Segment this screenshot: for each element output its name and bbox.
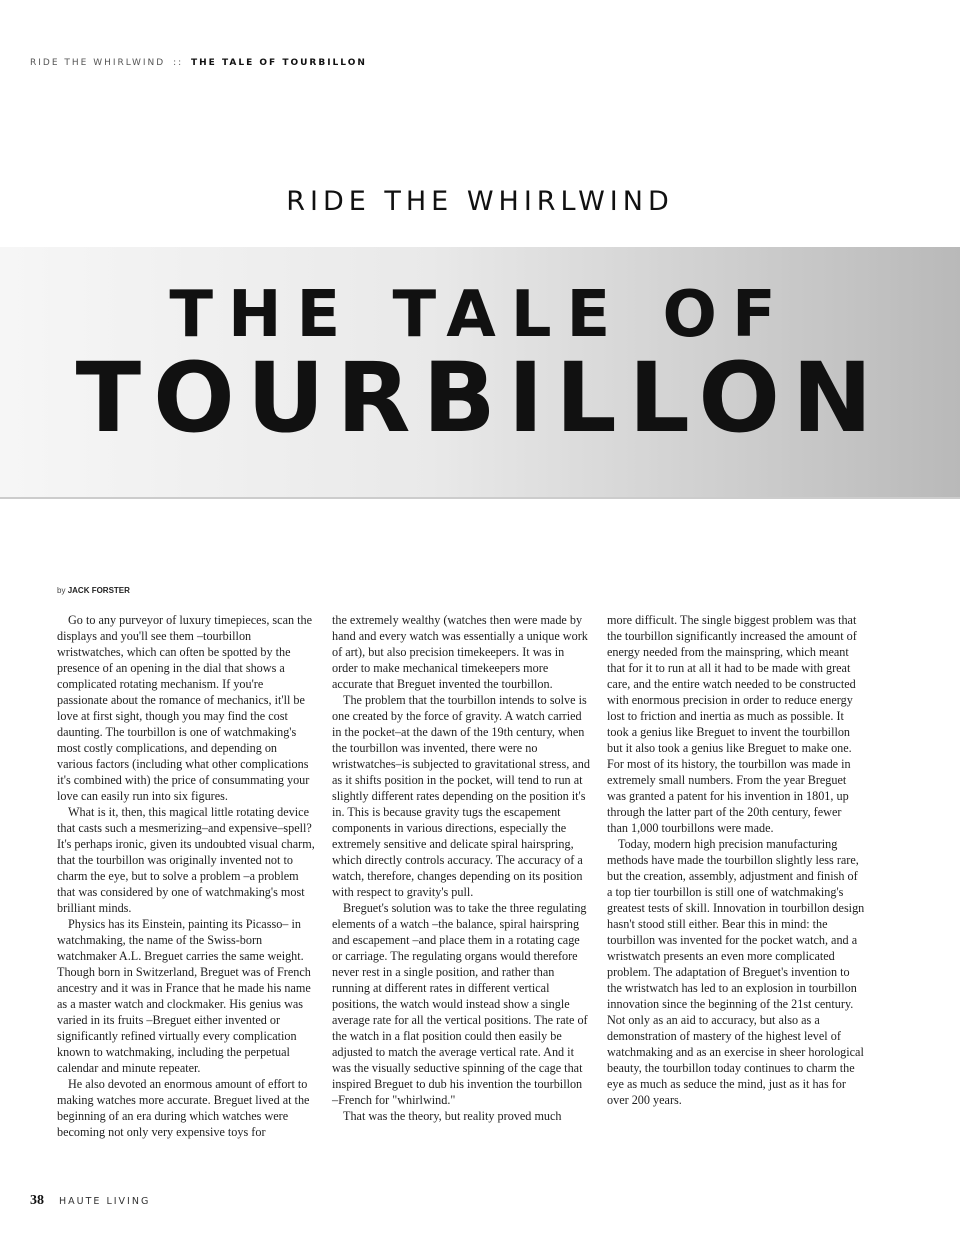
- body-paragraph: He also devoted an enormous amount of effort to making watches more accurate. Breguet lived at the beginning of an era during which watches were becoming not only very expensive toys for: [57, 1077, 310, 1139]
- body-paragraph: Physics has its Einstein, painting its Picasso– in watchmaking, the name of the Swiss-born watchmaker A.L. Breguet carries the same weight. Though born in Switzerland, Breguet was of French ancestry and it was in France that he made his name as a master watch and clockmaker. His genius was varied in its fruits –Breguet either invented or significantly refined virtually every complication known to watchmaking, including the perpetual calendar and minute repeater.: [57, 917, 311, 1075]
- text-column-1: [57, 612, 315, 1140]
- article-title-line-2: TOURBILLON: [75, 342, 885, 454]
- running-head-separator: ::: [173, 58, 184, 68]
- byline-prefix: by: [57, 586, 66, 595]
- body-paragraph: The problem that the tourbillon intends to solve is one created by the force of gravity. A watch carried in the pocket–at the dawn of the 19th century, when the tourbillon was invented, there were no wristwatches–is subjected to gravitational stress, and as it shifts position in the pocket, will tend to run at slightly different rates depending on the position it's in. This is because gravity tugs the escapement components in various directions, especially the extremely sensitive and delicate spiral hairspring, which directly controls accuracy. The accuracy of a watch, therefore, changes depending on its position with respect to gravity's pull.: [332, 693, 590, 899]
- publication-name: HAUTE LIVING: [59, 1196, 151, 1207]
- body-paragraph: What is it, then, this magical little rotating device that casts such a mesmerizing–and expensive–spell? It's perhaps ironic, given its undoubted visual charm, that the tourbillon was originally invented not to charm the eye, but to solve a problem –a problem that was considered by one of watchmaking's most brilliant minds.: [57, 805, 315, 915]
- text-column-3: [607, 612, 865, 1108]
- folio: [30, 1193, 150, 1209]
- running-head-section: RIDE THE WHIRLWIND: [30, 58, 166, 68]
- article-title-line-1: THE TALE OF: [169, 278, 791, 352]
- body-paragraph: Breguet's solution was to take the three regulating elements of a watch –the balance, spiral hairspring and escapement –and place them in a rotating cage or carriage. The regulating organs would therefore never rest in a single position, and rather than running at different rates in different vertical positions, the watch would instead show a single average rate for all the vertical positions. The rate of the watch in a flat position could then easily be adjusted to match the average vertical rate. And it was the visually seductive spinning of the cage that inspired Breguet to dub his invention the tourbillon –French for "whirlwind.": [332, 901, 588, 1107]
- body-paragraph: Go to any purveyor of luxury timepieces, scan the displays and you'll see them –tourbillon wristwatches, which can often be spotted by the presence of an opening in the dial that shows a complicated rotating mechanism. If you're passionate about the romance of mechanics, it'll be love at first sight, though you may find the cost daunting. The tourbillon is one of watchmaking's most costly complications, and depending on various factors (including what other complications it's combined with) the price of consummating your love can easily run into six figures.: [57, 613, 313, 803]
- body-paragraph: That was the theory, but reality proved much: [343, 1109, 562, 1123]
- body-paragraph: the extremely wealthy (watches then were made by hand and every watch was essentially a unique work of art), but also precision timekeepers. It was in order to make mechanical timekeepers more accurate that Breguet invented the tourbillon.: [332, 613, 588, 691]
- article-kicker: RIDE THE WHIRLWIND: [286, 186, 674, 217]
- byline-author: JACK FORSTER: [67, 586, 130, 595]
- text-column-2: [332, 612, 590, 1124]
- body-paragraph: more difficult. The single biggest problem was that the tourbillon significantly increased the amount of energy needed from the mainspring, which meant that for it to run at all it had to be made with great care, and the entire watch needed to be constructed with enormous precision in order to reduce energy lost to friction and inertia as much as possible. It took a genius like Breguet to invent the tourbillon but it also took a genius like Breguet to make one. For most of its history, the tourbillon was made in extremely small numbers. From the year Breguet was granted a patent for his invention in 1801, up through the latter part of the 20th century, fewer than 1,000 tourbillons were made.: [607, 613, 857, 835]
- page-number: 38: [30, 1193, 44, 1208]
- byline: [57, 586, 130, 595]
- running-head-title: THE TALE OF TOURBILLON: [191, 58, 367, 68]
- running-head: [30, 58, 367, 68]
- body-paragraph: Today, modern high precision manufacturing methods have made the tourbillon slightly less rare, but the creation, assembly, adjustment and finish of a top tier tourbillon is still one of watchmaking's greatest tests of skill. Innovation in tourbillon design hasn't stood still either. Bear this in mind: the tourbillon was invented for the pocket watch, and a wristwatch presents an even more complicated problem. The adaptation of Breguet's invention to the wristwatch has led to an explosion in tourbillon innovation since the beginning of the 21st century. Not only as an aid to accuracy, but also as a demonstration of mastery of the highest level of watchmaking and as an exercise in sheer horological beauty, the tourbillon today continues to charm the eye as much as seduce the mind, just as it has for over 200 years.: [607, 837, 865, 1107]
